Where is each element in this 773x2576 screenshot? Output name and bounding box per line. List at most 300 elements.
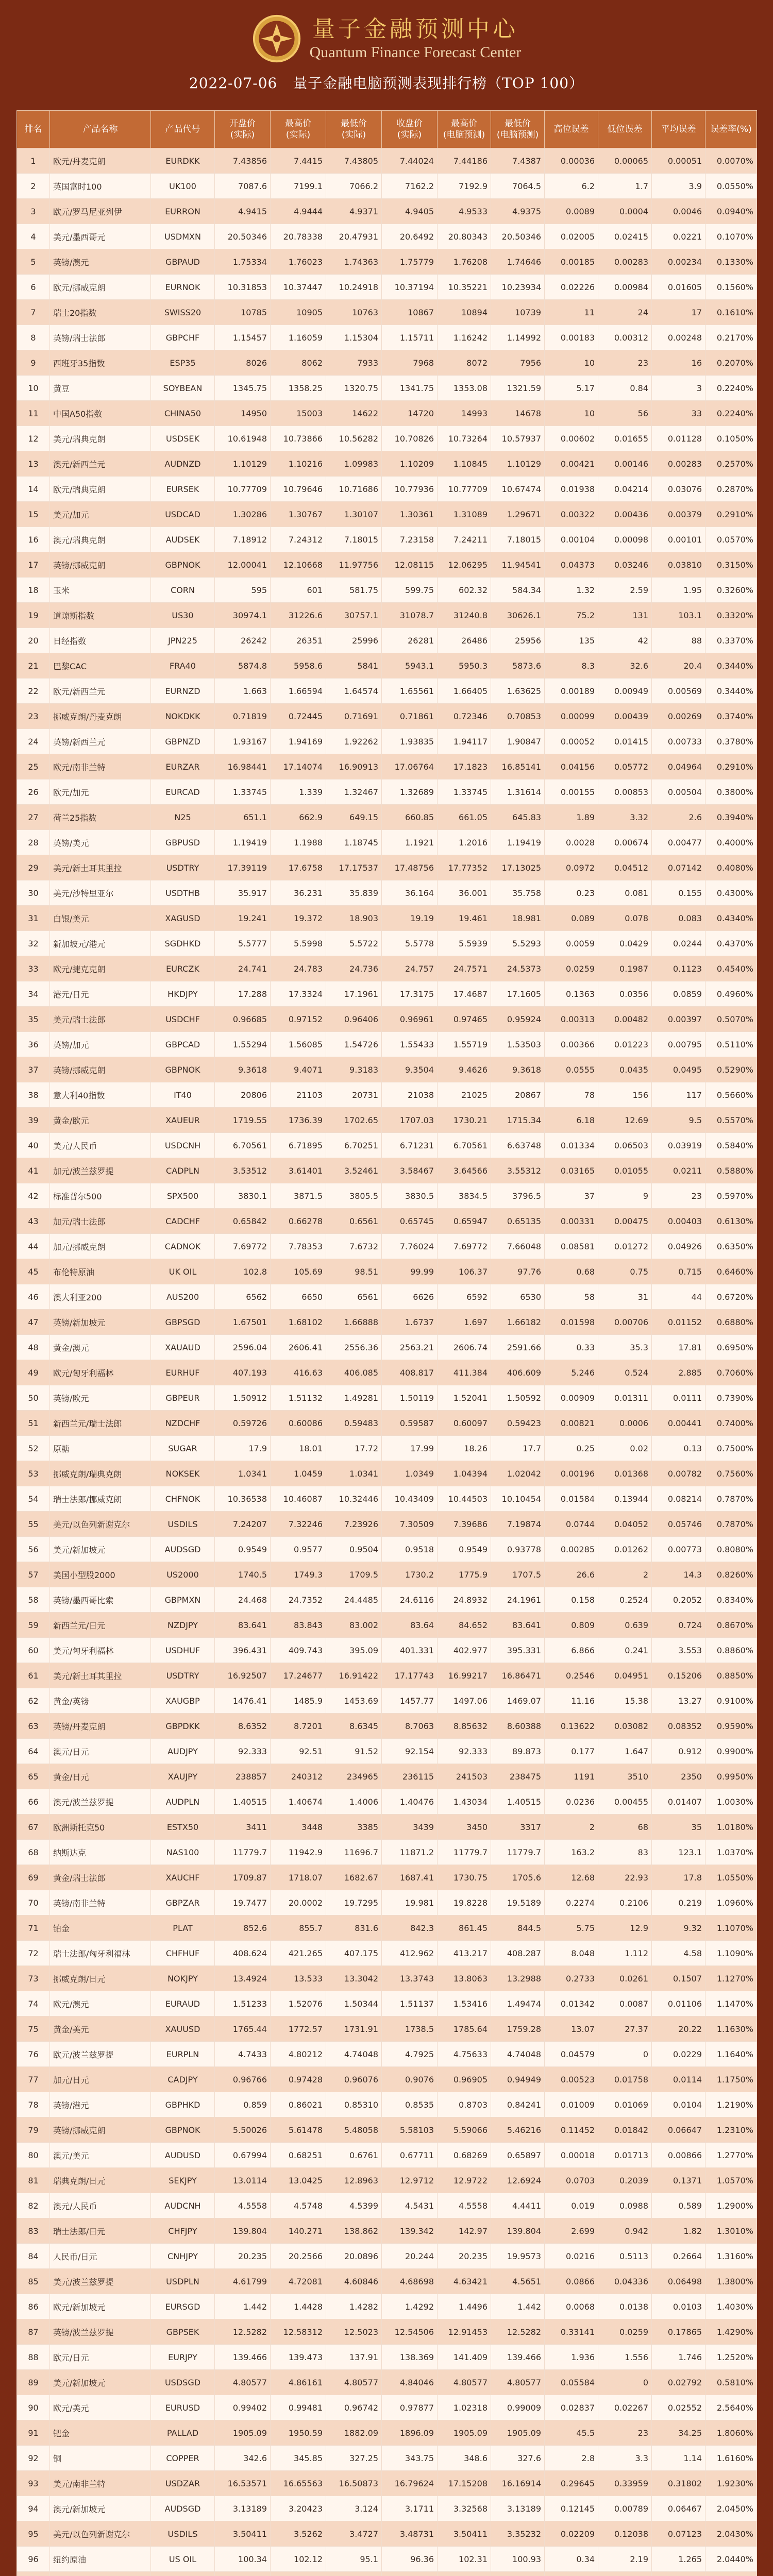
pred-low-cell: 1.50592 [491,1385,545,1411]
high-err-cell: 0.12145 [545,2496,598,2521]
err-pct-cell: 0.7870% [705,1512,757,1537]
low-cell: 2556.36 [326,1335,382,1360]
low-err-cell: 0.0087 [598,1991,652,2016]
low-err-cell: 0.01055 [598,1158,652,1183]
code-cell: EURCZK [151,956,215,981]
high-cell: 24.7352 [271,1587,326,1613]
high-cell: 26351 [271,628,326,653]
name-cell: 澳元/波兰兹罗提 [50,1789,151,1815]
code-cell: GBPSGD [151,1310,215,1335]
brand [310,15,522,62]
code-cell: XAGUSD [151,906,215,931]
pred-high-cell: 413.217 [438,1941,491,1966]
high-cell: 7.32246 [271,1512,326,1537]
rank-cell: 28 [17,830,50,855]
high-err-cell: 45.5 [545,2420,598,2446]
high-err-cell: 5.75 [545,1916,598,1941]
high-cell: 416.63 [271,1360,326,1385]
close-cell: 3.58467 [382,1158,438,1183]
close-cell: 13.3743 [382,1966,438,1991]
pred-low-cell: 12.6924 [491,2168,545,2193]
pred-low-cell: 7956 [491,350,545,376]
low-cell: 1.0341 [326,1461,382,1486]
high-cell: 10.46087 [271,1486,326,1512]
rank-cell: 22 [17,679,50,704]
open-cell: 0.67994 [215,2143,271,2168]
low-err-cell: 0.01262 [598,1537,652,1562]
low-cell: 327.25 [326,2446,382,2471]
open-cell: 651.1 [215,805,271,830]
low-cell: 0.96076 [326,2067,382,2092]
high-cell: 2606.41 [271,1335,326,1360]
high-err-cell: 0.00155 [545,779,598,805]
name-cell: 中国A50指数 [50,401,151,426]
col-pred-high: 最高价 (电脑预测) [438,111,491,148]
high-err-cell: 0.00052 [545,729,598,754]
rank-cell: 51 [17,1411,50,1436]
low-err-cell: 0.03082 [598,1714,652,1739]
close-cell: 412.962 [382,1941,438,1966]
high-err-cell: 0.00602 [545,426,598,451]
report-date: 2022-07-06 [189,75,278,92]
close-cell: 408.817 [382,1360,438,1385]
high-cell: 240312 [271,1764,326,1789]
open-cell: 24.468 [215,1587,271,1613]
err-pct-cell: 0.8340% [705,1587,757,1613]
low-cell: 1682.67 [326,1865,382,1890]
high-cell: 6650 [271,1284,326,1310]
open-cell: 7087.6 [215,174,271,199]
high-err-cell: 0.05584 [545,2370,598,2395]
err-pct-cell: 0.7400% [705,1411,757,1436]
close-cell: 5.58103 [382,2117,438,2143]
avg-err-cell: 0.00866 [652,2143,705,2168]
pred-low-cell: 17.13025 [491,855,545,880]
high-cell: 1.66594 [271,679,326,704]
name-cell: 黄金/日元 [50,1764,151,1789]
pred-low-cell: 1705.6 [491,1865,545,1890]
ranking-table [16,110,757,2576]
low-cell: 8.6345 [326,1714,382,1739]
pred-low-cell: 395.331 [491,1638,545,1663]
low-err-cell: 131 [598,603,652,628]
table-row [17,552,757,578]
err-pct-cell: 1.2770% [705,2143,757,2168]
pred-low-cell: 3.13189 [491,2496,545,2521]
close-cell: 10.70826 [382,426,438,451]
table-row [17,956,757,981]
name-cell: 美元/匈牙利福林 [50,1638,151,1663]
close-cell: 0.9518 [382,1537,438,1562]
low-cell: 4.80577 [326,2370,382,2395]
err-pct-cell: 1.0030% [705,1789,757,1815]
avg-err-cell: 0.00397 [652,1007,705,1032]
pred-high-cell: 1.02318 [438,2395,491,2420]
avg-err-cell: 0.00248 [652,325,705,350]
avg-err-cell: 3 [652,376,705,401]
err-pct-cell: 2.0430% [705,2521,757,2547]
err-pct-cell: 0.6130% [705,1209,757,1234]
pred-high-cell: 106.37 [438,1259,491,1284]
high-err-cell: 0.2274 [545,1890,598,1916]
high-err-cell: 0.0972 [545,855,598,880]
rank-cell: 17 [17,552,50,578]
high-cell: 9.4071 [271,1057,326,1082]
code-cell: EURZAR [151,754,215,779]
low-cell: 0.6561 [326,1209,382,1234]
high-err-cell: 0.0216 [545,2244,598,2269]
rank-cell: 77 [17,2067,50,2092]
pred-high-cell: 5.5939 [438,931,491,956]
pred-low-cell: 1715.34 [491,1108,545,1133]
err-pct-cell: 2.5640% [705,2395,757,2420]
err-pct-cell: 0.5290% [705,1057,757,1082]
avg-err-cell: 16 [652,350,705,376]
code-cell: UK100 [151,174,215,199]
pred-low-cell: 17.7 [491,1436,545,1461]
pred-low-cell: 1.40515 [491,1789,545,1815]
low-err-cell: 0.01842 [598,2117,652,2143]
pred-high-cell: 348.6 [438,2446,491,2471]
pred-high-cell: 1497.06 [438,1688,491,1714]
low-err-cell: 0.00482 [598,1007,652,1032]
low-cell: 4.74048 [326,2042,382,2067]
code-cell: GBPNOK [151,552,215,578]
name-cell: 美元/新加坡元 [50,2370,151,2395]
pred-low-cell: 408.287 [491,1941,545,1966]
low-err-cell: 0.0356 [598,981,652,1007]
rank-cell: 90 [17,2395,50,2420]
high-err-cell: 0.25 [545,1436,598,1461]
code-cell: NOKSEK [151,1461,215,1486]
high-err-cell: 0.0059 [545,931,598,956]
open-cell: 1.93167 [215,729,271,754]
low-err-cell: 0.01713 [598,2143,652,2168]
close-cell: 4.84046 [382,2370,438,2395]
high-err-cell: 0.00099 [545,704,598,729]
low-cell: 3.124 [326,2496,382,2521]
table-row [17,1815,757,1840]
rank-cell: 80 [17,2143,50,2168]
name-cell: 新加坡元/港元 [50,931,151,956]
high-cell: 1.68102 [271,1310,326,1335]
close-cell: 1707.03 [382,1108,438,1133]
low-err-cell: 2 [598,1562,652,1587]
open-cell: 7.18912 [215,527,271,552]
name-cell: 瑞士20指数 [50,300,151,325]
pred-low-cell: 3.55312 [491,1158,545,1183]
open-cell: 595 [215,578,271,603]
low-cell: 7.23926 [326,1512,382,1537]
pred-high-cell: 1905.09 [438,2420,491,2446]
low-err-cell: 156 [598,1082,652,1108]
open-cell: 4.7433 [215,2042,271,2067]
pred-low-cell: 584.34 [491,578,545,603]
low-err-cell: 27.37 [598,2016,652,2042]
pred-low-cell: 19.9573 [491,2244,545,2269]
name-cell: 欧元/南非兰特 [50,754,151,779]
low-err-cell: 0.01368 [598,1461,652,1486]
open-cell: 16.92507 [215,1663,271,1688]
pred-low-cell: 3796.5 [491,1183,545,1209]
high-err-cell: 0.00196 [545,1461,598,1486]
low-cell: 0.96742 [326,2395,382,2420]
rank-cell: 45 [17,1259,50,1284]
pred-high-cell: 36.001 [438,880,491,906]
high-err-cell: 10 [545,401,598,426]
open-cell: 1.30286 [215,502,271,527]
low-cell: 11.97756 [326,552,382,578]
avg-err-cell: 44 [652,1284,705,1310]
rank-cell: 82 [17,2193,50,2218]
table-row [17,1108,757,1133]
pred-high-cell: 21025 [438,1082,491,1108]
err-pct-cell: 0.8670% [705,1613,757,1638]
close-cell: 0.71861 [382,704,438,729]
err-pct-cell: 1.1270% [705,1966,757,1991]
rank-cell: 46 [17,1284,50,1310]
low-err-cell: 0.00146 [598,451,652,477]
pred-low-cell: 6530 [491,1284,545,1310]
pred-high-cell: 1353.08 [438,376,491,401]
pred-high-cell: 4.63421 [438,2269,491,2294]
name-cell: 新西兰元/瑞士法郎 [50,1411,151,1436]
name-cell: 澳元/新加坡元 [50,2496,151,2521]
low-err-cell: 1.112 [598,1941,652,1966]
low-cell: 5841 [326,653,382,679]
avg-err-cell: 0.15206 [652,1663,705,1688]
high-cell: 5958.6 [271,653,326,679]
err-pct-cell [705,2572,757,2576]
pred-low-cell: 9.3618 [491,1057,545,1082]
high-cell: 1.76023 [271,249,326,275]
pred-low-cell: 89.873 [491,1739,545,1764]
high-err-cell: 2.8 [545,2446,598,2471]
low-err-cell: 0.04512 [598,855,652,880]
table-row [17,2294,757,2319]
avg-err-cell: 0.00477 [652,830,705,855]
high-err-cell: 0.01938 [545,477,598,502]
err-pct-cell: 1.2520% [705,2345,757,2370]
pred-high-cell [438,2572,491,2576]
open-cell: 102.8 [215,1259,271,1284]
err-pct-cell: 2.0450% [705,2496,757,2521]
low-err-cell: 2.19 [598,2547,652,2572]
table-row [17,2446,757,2471]
low-cell: 1.74363 [326,249,382,275]
pred-low-cell: 4.74048 [491,2042,545,2067]
high-cell: 1.30767 [271,502,326,527]
low-cell: 10763 [326,300,382,325]
high-cell: 1.52076 [271,1991,326,2016]
high-cell: 4.80212 [271,2042,326,2067]
name-cell: 加元/波兰兹罗提 [50,1158,151,1183]
table-row [17,148,757,174]
pred-low-cell: 1469.07 [491,1688,545,1714]
code-cell: GBPZAR [151,1890,215,1916]
pred-high-cell: 1.16242 [438,325,491,350]
open-cell: 1.663 [215,679,271,704]
pred-high-cell: 4.5558 [438,2193,491,2218]
name-cell: 黄金/澳元 [50,1335,151,1360]
avg-err-cell: 2.885 [652,1360,705,1385]
header [16,0,757,110]
low-cell: 831.6 [326,1916,382,1941]
name-cell: 英镑/墨西哥比索 [50,1587,151,1613]
high-err-cell: 0.03165 [545,1158,598,1183]
table-row [17,1764,757,1789]
table-row [17,855,757,880]
close-cell: 10.43409 [382,1486,438,1512]
err-pct-cell: 0.6350% [705,1234,757,1259]
high-err-cell: 135 [545,628,598,653]
table-row [17,931,757,956]
err-pct-cell: 1.0370% [705,1840,757,1865]
pred-high-cell: 10.44503 [438,1486,491,1512]
high-err-cell: 0.0555 [545,1057,598,1082]
rank-cell: 85 [17,2269,50,2294]
low-err-cell: 12.69 [598,1108,652,1133]
high-cell: 13.0425 [271,2168,326,2193]
pred-low-cell: 25956 [491,628,545,653]
avg-err-cell: 0.06467 [652,2496,705,2521]
high-cell: 1.0459 [271,1461,326,1486]
pred-low-cell: 139.804 [491,2218,545,2244]
low-cell: 1.4282 [326,2294,382,2319]
close-cell: 1.32689 [382,779,438,805]
pred-low-cell: 139.466 [491,2345,545,2370]
close-cell: 1730.2 [382,1562,438,1587]
pred-low-cell: 12.5282 [491,2319,545,2345]
close-cell: 7.44024 [382,148,438,174]
high-cell: 19.372 [271,906,326,931]
code-cell: USDHUF [151,1638,215,1663]
high-err-cell: 0.177 [545,1739,598,1764]
high-cell: 3.5262 [271,2521,326,2547]
low-cell: 12.8963 [326,2168,382,2193]
code-cell: CHINA50 [151,401,215,426]
rank-cell: 9 [17,350,50,376]
name-cell: 澳元/人民币 [50,2193,151,2218]
code-cell: EURDKK [151,148,215,174]
name-cell: 纽约原油 [50,2547,151,2572]
brand-name-en: Quantum Finance Forecast Center [309,44,522,61]
low-err-cell: 0.0004 [598,199,652,224]
low-cell: 406.085 [326,1360,382,1385]
low-err-cell: 0.75 [598,1259,652,1284]
rank-cell: 19 [17,603,50,628]
high-cell: 6.71895 [271,1133,326,1158]
err-pct-cell: 0.0070% [705,148,757,174]
high-err-cell: 0.13622 [545,1714,598,1739]
low-err-cell: 0.12038 [598,2521,652,2547]
close-cell: 1.1921 [382,830,438,855]
code-cell: XAUAUD [151,1335,215,1360]
code-cell: GBPSEK [151,2319,215,2345]
pred-low-cell: 19.5189 [491,1890,545,1916]
name-cell: 英镑/挪威克朗 [50,552,151,578]
err-pct-cell: 0.8260% [705,1562,757,1587]
low-err-cell: 0.04052 [598,1512,652,1537]
close-cell: 7968 [382,350,438,376]
pred-low-cell: 10.23934 [491,275,545,300]
high-err-cell: 0.23 [545,880,598,906]
low-cell: 395.09 [326,1638,382,1663]
pred-low-cell: 97.76 [491,1259,545,1284]
low-cell: 30757.1 [326,603,382,628]
open-cell: 35.917 [215,880,271,906]
code-cell [151,2572,215,2576]
avg-err-cell: 0.0103 [652,2294,705,2319]
open-cell: 0.859 [215,2092,271,2117]
low-err-cell: 0.00065 [598,148,652,174]
rank-cell: 5 [17,249,50,275]
rank-cell: 72 [17,1941,50,1966]
name-cell: 黄金/美元 [50,2016,151,2042]
pred-high-cell: 102.31 [438,2547,491,2572]
rank-cell: 60 [17,1638,50,1663]
open-cell: 0.96766 [215,2067,271,2092]
err-pct-cell: 0.7560% [705,1461,757,1486]
low-cell: 14622 [326,401,382,426]
pred-low-cell: 100.93 [491,2547,545,2572]
pred-high-cell: 1.43034 [438,1789,491,1815]
open-cell: 3.13189 [215,2496,271,2521]
table-row [17,2370,757,2395]
table-row [17,830,757,855]
open-cell: 1.442 [215,2294,271,2319]
high-err-cell: 0.2733 [545,1966,598,1991]
open-cell: 852.6 [215,1916,271,1941]
low-err-cell: 1.556 [598,2345,652,2370]
report-heading: 量子金融电脑预测表现排行榜（TOP 100） [293,75,584,92]
col-err-pct: 误差率(%) [705,111,757,148]
low-cell: 3.52461 [326,1158,382,1183]
close-cell: 17.99 [382,1436,438,1461]
rank-cell: 89 [17,2370,50,2395]
avg-err-cell: 0.06647 [652,2117,705,2143]
name-cell: 欧洲斯托克50 [50,1815,151,1840]
close-cell: 1.6737 [382,1310,438,1335]
close-cell: 20.244 [382,2244,438,2269]
name-cell: 标准普尔500 [50,1183,151,1209]
open-cell: 5.50026 [215,2117,271,2143]
col-pred-low: 最低价 (电脑预测) [491,111,545,148]
low-err-cell: 0.2039 [598,2168,652,2193]
rank-cell: 50 [17,1385,50,1411]
pred-high-cell: 11779.7 [438,1840,491,1865]
rank-cell: 44 [17,1234,50,1259]
code-cell: EURNOK [151,275,215,300]
name-cell: 挪威克朗/日元 [50,1966,151,1991]
pred-low-cell: 6.63748 [491,1133,545,1158]
high-err-cell: 0.1363 [545,981,598,1007]
high-err-cell: 0.33 [545,1335,598,1360]
low-cell: 1882.09 [326,2420,382,2446]
pred-low-cell: 13.2988 [491,1966,545,1991]
pred-low-cell: 10739 [491,300,545,325]
code-cell: US2000 [151,1562,215,1587]
open-cell: 2596.04 [215,1335,271,1360]
close-cell: 99.99 [382,1259,438,1284]
open-cell: 92.333 [215,1739,271,1764]
open-cell: 13.4924 [215,1966,271,1991]
avg-err-cell: 117 [652,1082,705,1108]
open-cell: 5.5777 [215,931,271,956]
brand-name-cn: 量子金融预测中心 [312,16,518,42]
low-err-cell: 0.0261 [598,1966,652,1991]
rank-cell: 41 [17,1158,50,1183]
